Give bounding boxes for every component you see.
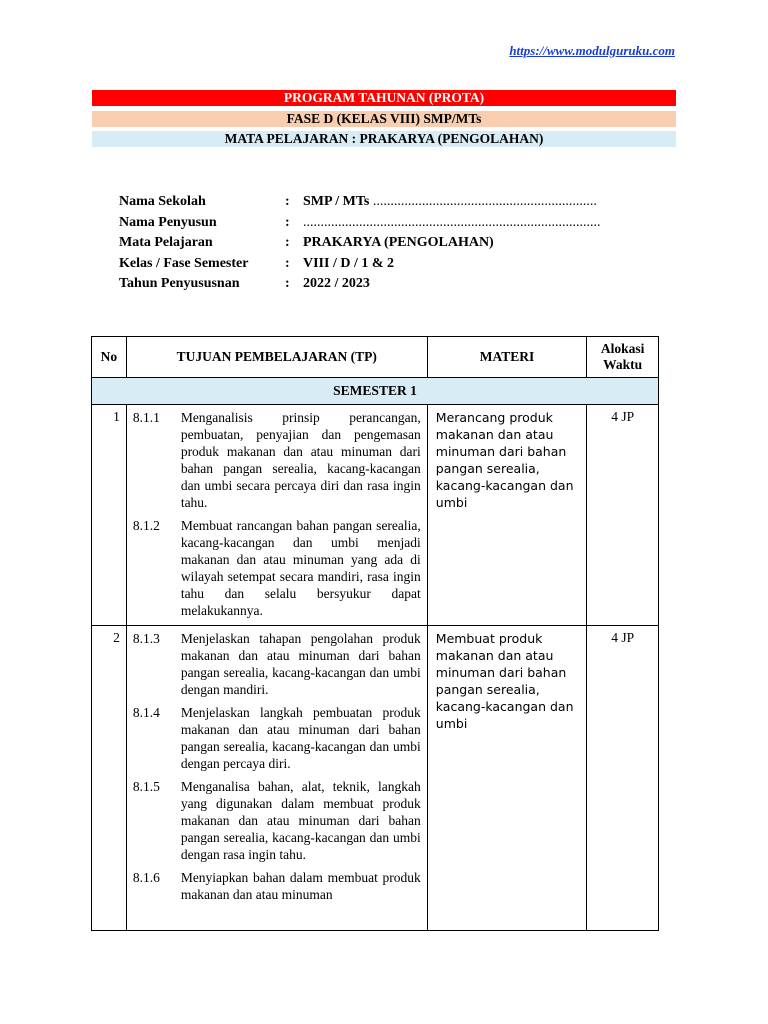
semester-label: SEMESTER 1 <box>92 378 659 405</box>
info-row-school <box>119 192 601 213</box>
tp-item <box>133 409 421 511</box>
table-row <box>92 405 659 626</box>
tp-code: 8.1.4 <box>132 705 160 720</box>
tp-item <box>133 869 421 903</box>
info-row-class <box>119 254 601 275</box>
tp-text: Menyiapkan bahan dalam membuat produk makanan dan atau minuman <box>180 870 421 902</box>
phase-banner: FASE D (KELAS VIII) SMP/MTs <box>92 111 676 127</box>
row-tp-cell <box>126 405 427 626</box>
row-tp-cell <box>126 626 427 931</box>
info-label: Nama Penyusun <box>119 214 217 230</box>
header-no: No <box>92 337 127 378</box>
tp-text: Menjelaskan tahapan pengolahan produk makanan dan atau minuman dari bahan pangan serealia, kacang-kacangan dan umbi dengan mandiri. <box>180 631 421 697</box>
info-row-year <box>119 274 601 295</box>
info-colon: : <box>285 194 290 209</box>
tp-text: Menjelaskan langkah pembuatan produk makanan dan atau minuman dari bahan pangan serealia, kacang-kacangan dan umbi dengan percaya diri. <box>180 705 421 771</box>
info-colon: : <box>285 276 290 291</box>
info-fill-dots: ................................................................ <box>369 194 597 209</box>
info-label: Tahun Penyususnan <box>119 276 240 291</box>
info-colon: : <box>285 235 290 250</box>
info-label: Mata Pelajaran <box>119 235 213 250</box>
prota-table <box>91 336 659 931</box>
info-value <box>303 274 370 295</box>
info-label: Nama Sekolah <box>119 194 206 209</box>
info-colon: : <box>285 255 290 271</box>
row-alokasi: 4 JP <box>587 405 659 626</box>
tp-item <box>133 704 421 772</box>
identity-block <box>119 192 601 295</box>
row-materi: Membuat produk makanan dan atau minuman dari bahan pangan serealia, kacang-kacangan dan umbi <box>427 626 587 931</box>
table-header-row <box>92 337 659 378</box>
tp-text: Menganalisis prinsip perancangan, pembuatan, penyajian dan pengemasan produk makanan dan atau minuman dari bahan pangan serealia, kacang-kacangan dan umbi secara percaya diri dan rasa ingin tahu. <box>180 410 421 510</box>
header-tp: TUJUAN PEMBELAJARAN (TP) <box>126 337 427 378</box>
info-label: Kelas / Fase Semester <box>119 255 249 271</box>
info-row-author <box>119 213 601 234</box>
info-fill-dots: ..................................................................................... <box>303 214 601 230</box>
semester-row <box>92 378 659 405</box>
header-alokasi: Alokasi Waktu <box>587 337 659 378</box>
info-row-subject <box>119 233 601 254</box>
tp-code: 8.1.3 <box>132 631 160 646</box>
tp-code: 8.1.1 <box>132 410 160 425</box>
info-value <box>303 192 597 213</box>
info-value-text: PRAKARYA (PENGOLAHAN) <box>303 235 494 250</box>
info-value-text: VIII / D / 1 & 2 <box>303 255 395 271</box>
tp-item <box>133 517 421 619</box>
tp-code: 8.1.5 <box>132 779 160 794</box>
info-value <box>303 254 394 275</box>
tp-code: 8.1.2 <box>132 518 160 533</box>
row-materi: Merancang produk makanan dan atau minuman dari bahan pangan serealia, kacang-kacangan dan umbi <box>427 405 587 626</box>
row-alokasi: 4 JP <box>587 626 659 931</box>
info-value-text: SMP / MTs <box>303 194 370 209</box>
title-banner: PROGRAM TAHUNAN (PROTA) <box>92 90 676 106</box>
row-number: 1 <box>92 405 127 626</box>
tp-text: Menganalisa bahan, alat, teknik, langkah yang digunakan dalam membuat produk makanan dan atau minuman dari bahan pangan serealia, kacang-kacangan dan umbi dengan rasa ingin tahu. <box>180 779 421 862</box>
header-materi: MATERI <box>427 337 587 378</box>
info-value-text: 2022 / 2023 <box>303 276 370 291</box>
info-value <box>303 213 601 234</box>
info-value <box>303 233 494 254</box>
row-number: 2 <box>92 626 127 931</box>
tp-item <box>133 778 421 863</box>
subject-banner: MATA PELAJARAN : PRAKARYA (PENGOLAHAN) <box>92 131 676 147</box>
website-link[interactable]: https://www.modulguruku.com <box>509 43 675 58</box>
tp-code: 8.1.6 <box>132 870 160 885</box>
tp-item <box>133 630 421 698</box>
table-row <box>92 626 659 931</box>
info-colon: : <box>285 214 290 230</box>
tp-text: Membuat rancangan bahan pangan serealia, kacang-kacangan dan umbi menjadi makanan dan atau minuman yang ada di wilayah setempat secara mandiri, rasa ingin tahu dan selalu bersyukur dapat melakukannya. <box>180 518 421 618</box>
